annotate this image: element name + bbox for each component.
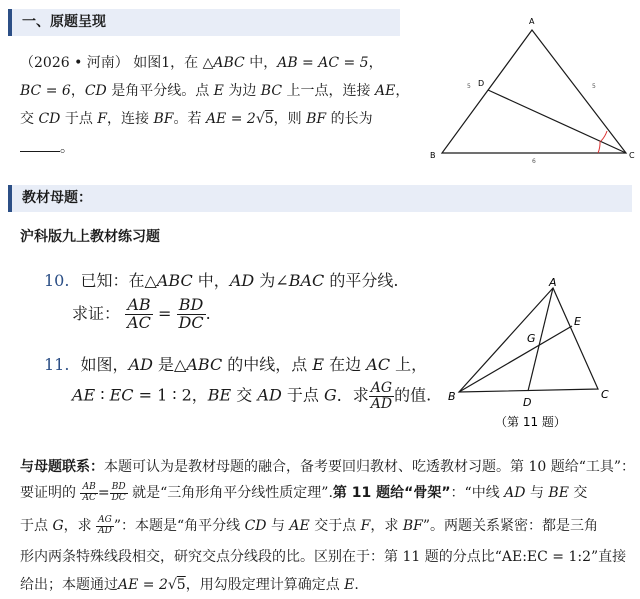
exercise-math: EC (109, 385, 134, 405)
relation-math: G (52, 518, 64, 534)
relation-text: ”：本题是“角平分线 (113, 518, 245, 534)
relation-text: ，用勾股定理计算确定点 (185, 577, 345, 593)
problem-line-3 (20, 108, 373, 128)
exercise-text: 中， (192, 271, 230, 290)
relation-math: AE (289, 518, 310, 534)
problem-text: 为边 (223, 83, 261, 99)
relation-emphasis: 第 11 题给“骨架” (332, 485, 451, 501)
sqrt-radicand: 5 (176, 577, 186, 593)
exercise-text: 交 (231, 385, 258, 405)
point-label-a: A (529, 17, 535, 26)
fraction-bd-dc (110, 483, 128, 503)
exercise-text: ．求 (336, 385, 369, 405)
fraction-numerator: AG (369, 381, 394, 397)
textbook-title: 沪科版九上教材练习题 (20, 229, 160, 245)
problem-math: CD (84, 83, 107, 99)
relation-text: ：“中线 (450, 485, 505, 501)
exercise-math: AD (257, 385, 282, 405)
relation-text: 就是“三角形角平分线性质定理”. (127, 485, 333, 501)
relation-math: CD (244, 518, 267, 534)
fraction-ag-ad (369, 381, 394, 411)
fraction-numerator: AB (125, 297, 153, 315)
point-label-a: A (549, 276, 557, 289)
exercise-math: AE (72, 385, 96, 405)
relation-line-1 (20, 456, 635, 476)
figure-caption: （第 11 题） (495, 415, 566, 429)
relation-line-2 (20, 482, 587, 503)
exercise-math: E (312, 355, 325, 374)
problem-math: AE = 2 (205, 111, 256, 127)
exercise-11-line-1 (44, 352, 427, 375)
problem-text: ， (70, 83, 85, 99)
problem-text: 是角平分线。点 (106, 83, 214, 99)
exercise-10-line-1 (44, 268, 398, 291)
exercise-text: 是△ (152, 355, 187, 374)
equals-sign: = (158, 303, 172, 323)
point-label-g: G (527, 332, 536, 345)
relation-math: AD (504, 485, 526, 501)
exercise-math: ABC (156, 271, 193, 290)
fraction-denominator: AD (370, 395, 393, 412)
problem-math: AB = AC = 5 (277, 55, 369, 71)
problem-text: ，连接 (107, 111, 154, 127)
relation-math: AE = 2 (118, 577, 168, 593)
exercise-10-line-2 (72, 297, 211, 332)
relation-text: 交 (568, 485, 588, 501)
section-header-label: 教材母题： (22, 190, 92, 206)
fraction-numerator: BD (110, 483, 128, 493)
relation-text: 交于点 (309, 518, 361, 534)
problem-text: 交 (20, 111, 39, 127)
problem-math: ABC (213, 55, 245, 71)
exercise-text: 求证： (72, 303, 121, 323)
exercise-math: ABC (186, 355, 223, 374)
problem-math: CD (38, 111, 61, 127)
problem-math: BF (306, 111, 327, 127)
exercise-text: 为∠ (254, 271, 289, 290)
point-label-c: C (629, 151, 635, 160)
problem-text: 中， (244, 55, 278, 71)
problem-text: 上一点，连接 (282, 83, 375, 99)
point-label-d: D (523, 396, 532, 409)
side-length-bc: 6 (532, 158, 536, 165)
relation-line-5 (20, 574, 359, 594)
exercise-text: 的中线，点 (222, 355, 313, 374)
relation-math: BF (402, 518, 423, 534)
sqrt-radicand: 5 (264, 111, 274, 127)
triangle-abc (442, 30, 626, 153)
equals-sign: = (97, 485, 110, 501)
exercise-text: 如图， (80, 355, 129, 374)
fraction-ab-ac (80, 483, 97, 503)
problem-math: E (213, 83, 224, 99)
exercise-math: AD (229, 271, 255, 290)
relation-text: 于点 (20, 518, 53, 534)
figure-1-triangle (420, 10, 640, 170)
fraction-denominator: AC (82, 492, 96, 503)
relation-text: ，求 (63, 518, 97, 534)
point-label-b: B (430, 151, 436, 160)
relation-line-3 (20, 515, 598, 536)
problem-text: 。若 (173, 111, 206, 127)
problem-math: AE (374, 83, 396, 99)
problem-line-4 (20, 137, 74, 157)
exercise-text: 在边 (324, 355, 367, 374)
relation-math: BE (548, 485, 569, 501)
exercise-number: 10. (44, 271, 70, 290)
problem-text: 的长为 (326, 111, 373, 127)
segment-be (459, 326, 572, 392)
exercise-text: 的平分线. (324, 271, 399, 290)
relation-text: ”。两题关系紧密：都是三角 (422, 518, 599, 534)
relation-math: F (360, 518, 371, 534)
fraction-numerator: AG (96, 516, 114, 526)
angle-mark-c-2 (601, 131, 607, 141)
sqrt-sign: √ (255, 111, 265, 127)
side-length-ac: 5 (592, 83, 596, 90)
exercise-11-line-2 (72, 381, 431, 411)
point-label-d: D (478, 79, 485, 88)
problem-text: 。 (60, 140, 74, 156)
problem-math: F (97, 111, 108, 127)
problem-text: ， (395, 83, 410, 99)
fraction-denominator: DC (111, 492, 126, 503)
problem-text: 于点 (60, 111, 98, 127)
problem-text: ， (368, 55, 383, 71)
fraction-numerator: AB (80, 483, 97, 493)
angle-mark-c-1 (598, 141, 600, 153)
exercise-text: = 1 ∶ 2， (133, 385, 208, 405)
fraction-denominator: AC (127, 312, 151, 332)
sqrt-sign: √ (167, 577, 177, 593)
exercise-text: 于点 (281, 385, 324, 405)
point-label-e: E (574, 315, 581, 328)
side-length-ab: 5 (467, 83, 471, 90)
relation-line-4: 形内两条特殊线段相交，研究交点分线段的比。区别在于：第 11 题的分点比“AE:EC = 1:2”直接 (20, 549, 627, 565)
point-label-b: B (448, 390, 456, 403)
point-label-c: C (601, 388, 609, 401)
problem-line-1 (20, 52, 383, 72)
fraction-denominator: AD (98, 525, 112, 536)
bisector-cd (488, 90, 626, 153)
exercise-text: 已知：在△ (80, 271, 157, 290)
fraction-denominator: DC (178, 312, 204, 332)
problem-text: ，则 (273, 111, 307, 127)
figure-11-triangle (440, 276, 620, 436)
relation-text: 与 (525, 485, 549, 501)
exercise-number: 11. (44, 355, 70, 374)
problem-math: BC (260, 83, 283, 99)
problem-text: （2026 • 河南） 如图1，在 △ (20, 55, 214, 71)
exercise-text: 的值. (394, 385, 432, 405)
exercise-text: . (205, 303, 211, 323)
fraction-numerator: BD (177, 297, 206, 315)
section-header-original-problem (8, 9, 400, 36)
exercise-math: G (323, 385, 337, 405)
fraction-ab-ac (125, 297, 153, 332)
problem-math: BC = 6 (20, 83, 71, 99)
section-header-label: 一、原题呈现 (22, 14, 106, 30)
relation-text: 要证明的 (20, 485, 81, 501)
relation-text: ，求 (370, 518, 403, 534)
relation-text: 本题可认为是教材母题的融合，备考要回归教材、吃透教材习题。第 10 题给“工具”： (104, 459, 636, 475)
answer-blank (20, 139, 60, 152)
section-header-textbook (8, 185, 632, 212)
exercise-math: BE (207, 385, 232, 405)
problem-line-2 (20, 80, 409, 100)
exercise-text: 上， (390, 355, 428, 374)
problem-math: BF (153, 111, 174, 127)
exercise-text: ∶ (95, 385, 110, 405)
relation-math: E (344, 577, 355, 593)
exercise-math: BAC (288, 271, 325, 290)
relation-text: 给出；本题通过 (20, 577, 118, 593)
fraction-bd-dc (177, 297, 206, 332)
exercise-math: AD (128, 355, 153, 374)
relation-text: . (354, 577, 359, 593)
fraction-ag-ad (96, 516, 114, 536)
relation-label: 与母题联系： (20, 459, 104, 475)
exercise-math: AC (366, 355, 391, 374)
relation-text: 与 (266, 518, 290, 534)
